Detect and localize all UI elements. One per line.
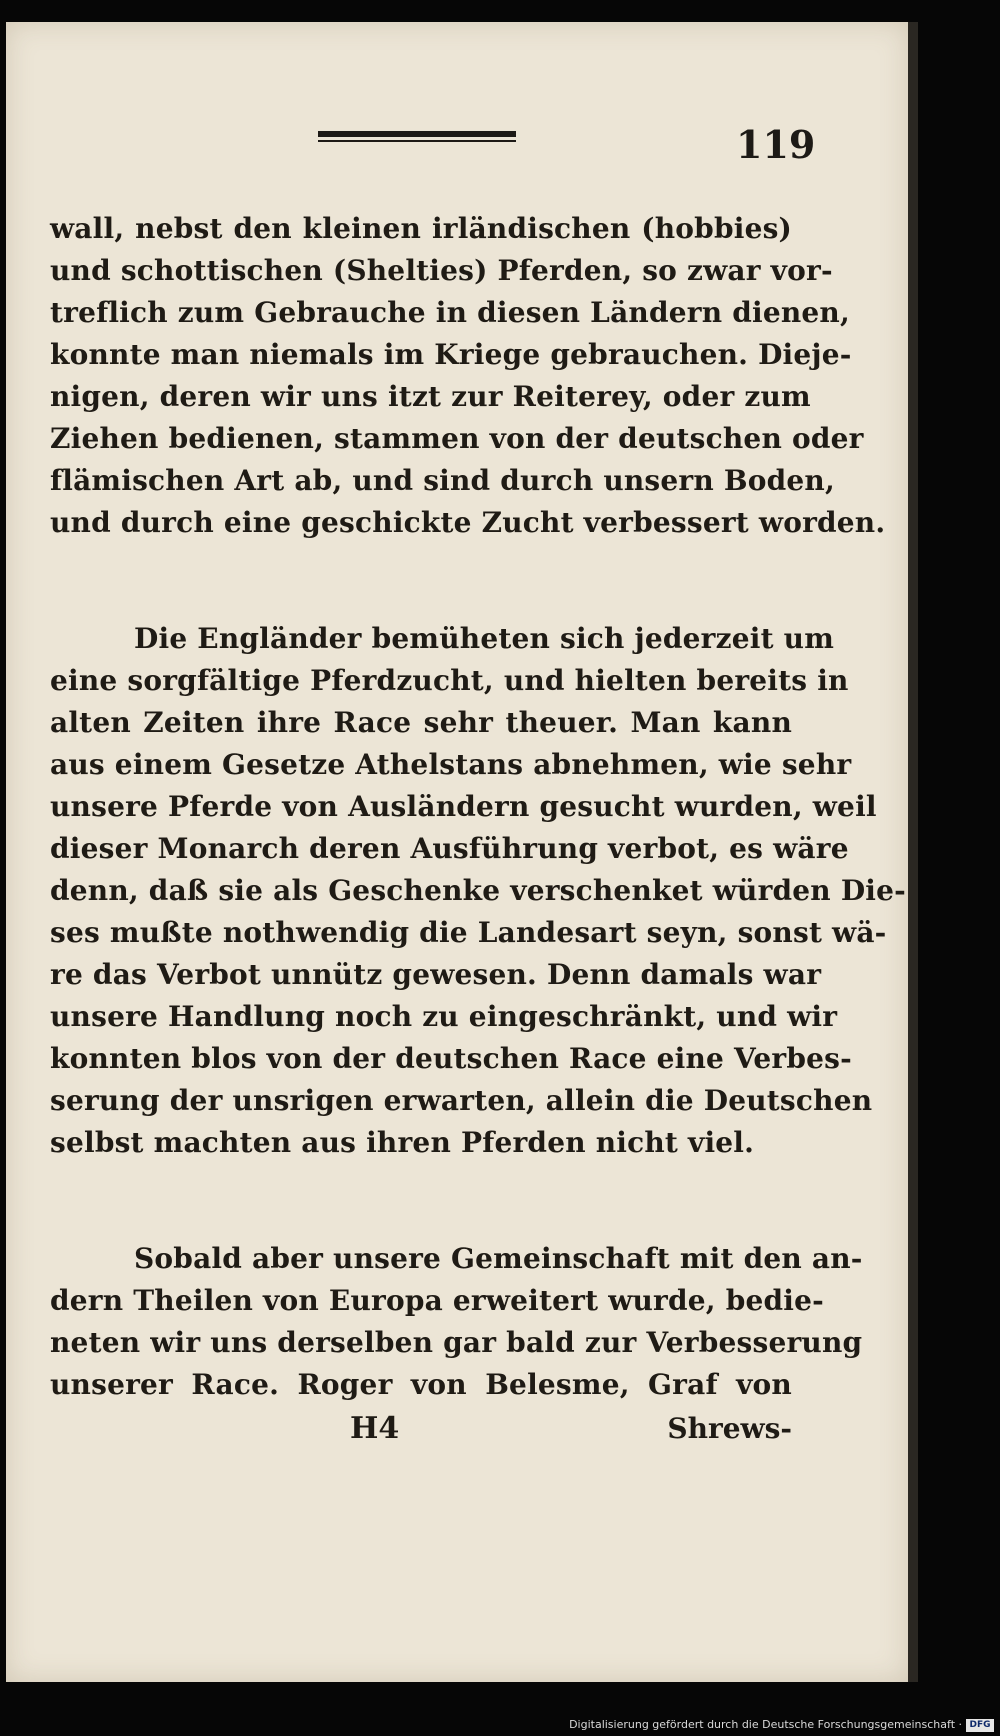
page-number: 119: [736, 122, 816, 167]
text-line: Die Engländer bemüheten sich jederzeit um: [134, 622, 835, 655]
text-line: wall, nebst den kleinen irländischen (hobbies): [50, 212, 792, 245]
text-line: unsere Handlung noch zu eingeschränkt, und wir: [50, 1000, 838, 1033]
credit-text: Digitalisierung gefördert durch die Deutsche Forschungsgemeinschaft ·: [569, 1718, 962, 1731]
text-line: serung der unsrigen erwarten, allein die Deutschen: [50, 1084, 873, 1117]
paragraph-3: [50, 1238, 863, 1406]
text-line: nigen, deren wir uns itzt zur Reiterey, oder zum: [50, 380, 811, 413]
text-line: dern Theilen von Europa erweitert wurde, bedie-: [50, 1284, 824, 1317]
text-line: eine sorgfältige Pferdzucht, und hielten bereits in: [50, 664, 849, 697]
text-line: re das Verbot unnütz gewesen. Denn damals war: [50, 958, 822, 991]
text-line: Sobald aber unsere Gemeinschaft mit den an-: [134, 1242, 863, 1275]
digitization-credit: [0, 1716, 1000, 1736]
text-line: denn, daß sie als Geschenke verschenket würden Die-: [50, 874, 906, 907]
signature-mark: H4: [350, 1411, 400, 1446]
page-footer: [50, 1408, 792, 1450]
text-line: neten wir uns derselben gar bald zur Verbesserung: [50, 1326, 863, 1359]
ornament-thin-rule: [318, 140, 516, 142]
paragraph-2: [50, 618, 906, 1164]
text-line: treflich zum Gebrauche in diesen Ländern dienen,: [50, 296, 850, 329]
text-line: konnten blos von der deutschen Race eine Verbes-: [50, 1042, 852, 1075]
text-line: und durch eine geschickte Zucht verbessert worden.: [50, 506, 886, 539]
text-line: unserer Race. Roger von Belesme, Graf von: [50, 1368, 792, 1401]
catchword: Shrews-: [667, 1412, 792, 1445]
text-line: Ziehen bedienen, stammen von der deutschen oder: [50, 422, 864, 455]
text-line: und schottischen (Shelties) Pferden, so zwar vor-: [50, 254, 833, 287]
text-line: selbst machten aus ihren Pferden nicht viel.: [50, 1126, 755, 1159]
header-ornament: [318, 126, 516, 148]
text-line: unsere Pferde von Ausländern gesucht wurden, weil: [50, 790, 877, 823]
text-line: flämischen Art ab, und sind durch unsern Boden,: [50, 464, 835, 497]
page-edge-shadow: [908, 22, 918, 1682]
text-line: alten Zeiten ihre Race sehr theuer. Man kann: [50, 706, 792, 739]
text-line: aus einem Gesetze Athelstans abnehmen, wie sehr: [50, 748, 852, 781]
text-line: konnte man niemals im Kriege gebrauchen. Dieje-: [50, 338, 852, 371]
text-line: dieser Monarch deren Ausführung verbot, es wäre: [50, 832, 849, 865]
paragraph-1: [50, 208, 886, 544]
text-line: ses mußte nothwendig die Landesart seyn, sonst wä-: [50, 916, 887, 949]
dfg-logo-icon: DFG: [966, 1719, 994, 1732]
ornament-thick-rule: [318, 131, 516, 137]
